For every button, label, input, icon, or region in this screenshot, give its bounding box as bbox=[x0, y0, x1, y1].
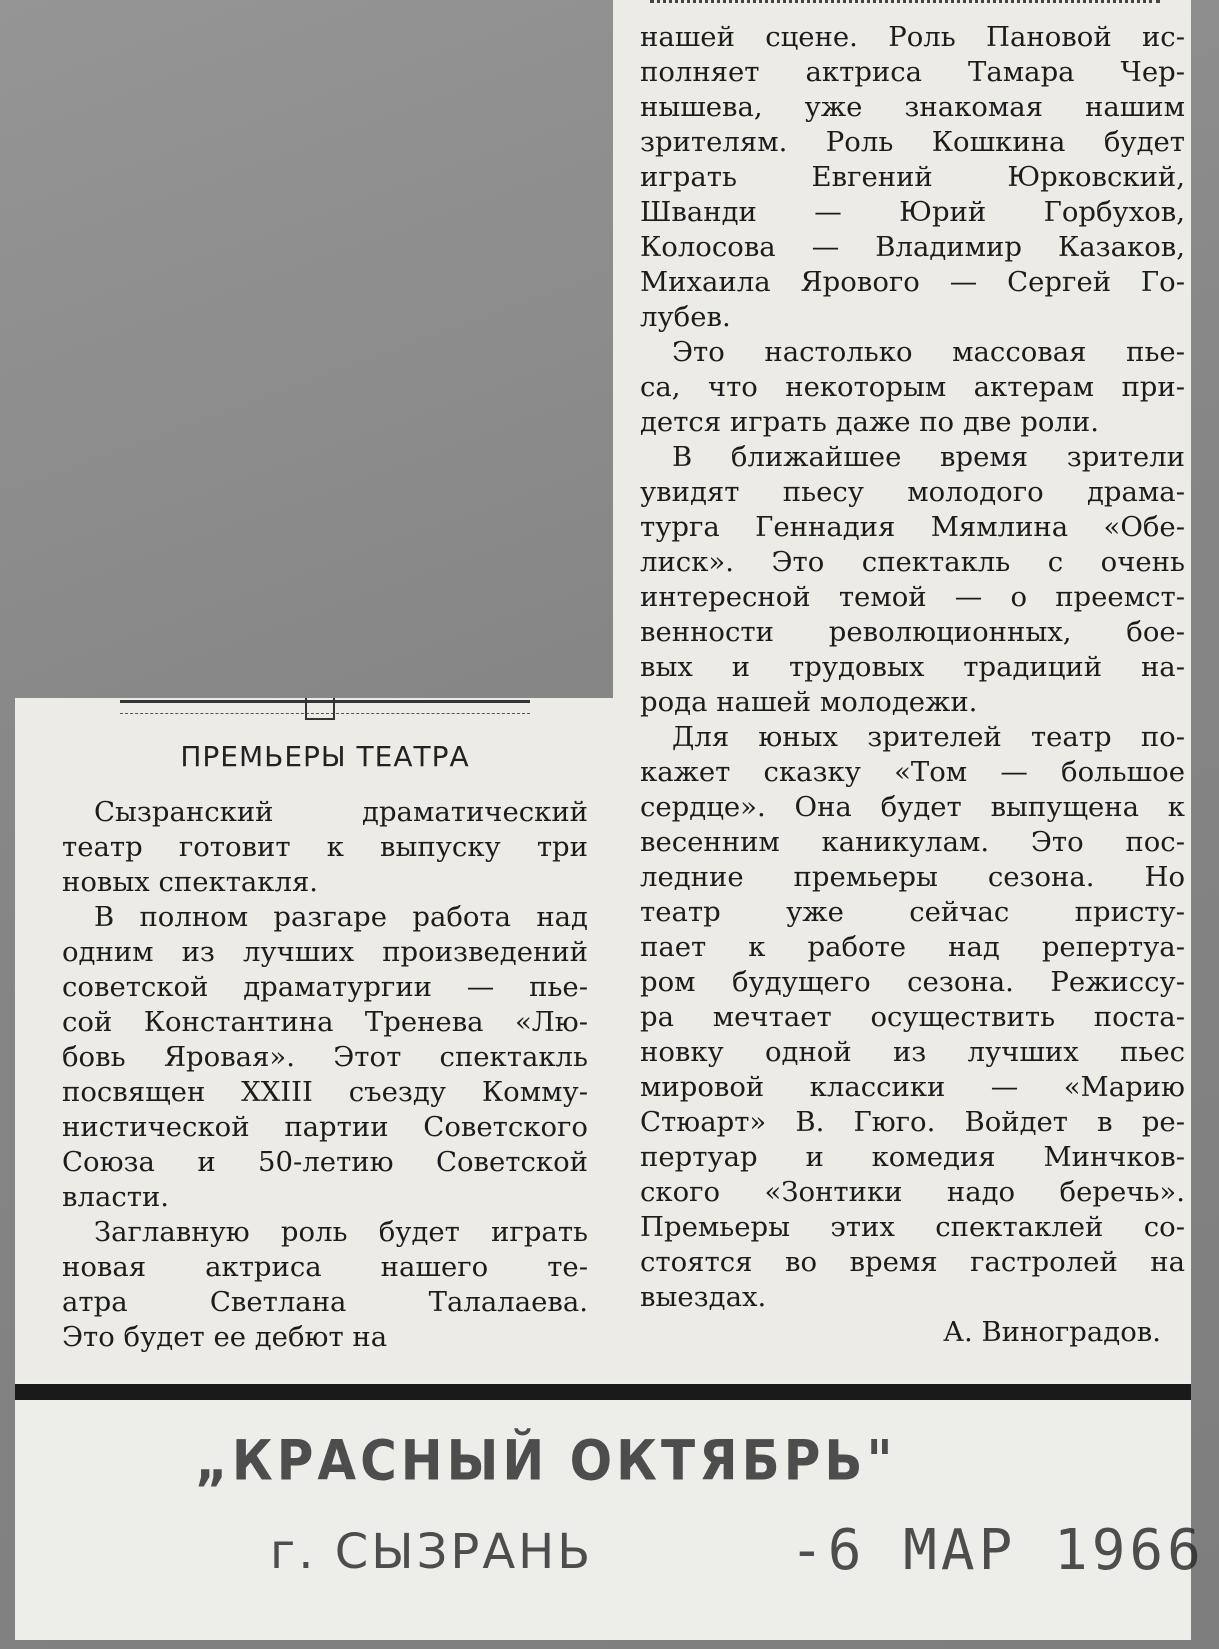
ornament-mark bbox=[305, 698, 335, 720]
text-line: Для юных зрителей театр по- bbox=[672, 721, 1185, 753]
text-line: Союза и 50-летию Советской bbox=[62, 1146, 588, 1178]
text-line: нышева, уже знакомая нашим bbox=[640, 91, 1185, 123]
text-line: Михаила Ярового — Сергей Го- bbox=[640, 266, 1185, 298]
text-line: Премьеры этих спектаклей со- bbox=[640, 1211, 1185, 1243]
text-line: Колосова — Владимир Казаков, bbox=[640, 231, 1185, 263]
text-line: атра Светлана Талалаева. bbox=[62, 1286, 588, 1318]
text-line: Заглавную роль будет играть bbox=[94, 1216, 588, 1248]
text-line: са, что некоторым актерам при- bbox=[640, 371, 1185, 403]
text-line: бовь Яровая». Этот спектакль bbox=[62, 1041, 588, 1073]
divider-rule bbox=[15, 1384, 1191, 1400]
text-line: дется играть даже по две роли. bbox=[640, 406, 1099, 438]
text-line: советской драматургии — пье- bbox=[62, 971, 588, 1003]
text-line: венности революционных, бое- bbox=[640, 616, 1185, 648]
text-line: играть Евгений Юрковский, bbox=[640, 161, 1185, 193]
left-column bbox=[62, 795, 588, 1355]
text-line: сой Константина Тренева «Лю- bbox=[62, 1006, 588, 1038]
text-line: лиск». Это спектакль с очень bbox=[640, 546, 1185, 578]
text-line: сердце». Она будет выпущена к bbox=[640, 791, 1185, 823]
text-line: нашей сцене. Роль Пановой ис- bbox=[640, 21, 1185, 53]
newspaper-name-stamp: „КРАСНЫЙ ОКТЯБРЬ" bbox=[195, 1429, 897, 1493]
right-column bbox=[640, 20, 1185, 1350]
text-line: В ближайшее время зрители bbox=[672, 441, 1185, 473]
text-line: вых и трудовых традиций на- bbox=[640, 651, 1185, 683]
text-line: выездах. bbox=[640, 1281, 767, 1313]
text-line: ром будущего сезона. Режиссу- bbox=[640, 966, 1185, 998]
text-line: полняет актриса Тамара Чер- bbox=[640, 56, 1185, 88]
city-stamp: г. СЫЗРАНЬ bbox=[270, 1524, 594, 1580]
text-line: весенним каникулам. Это пос- bbox=[640, 826, 1185, 858]
text-line: Сызранский драматический bbox=[94, 796, 588, 828]
text-line: новку одной из лучших пьес bbox=[640, 1036, 1185, 1068]
text-line: Стюарт» В. Гюго. Войдет в ре- bbox=[640, 1106, 1185, 1138]
author-signature: А. Виноградов. bbox=[943, 1316, 1161, 1348]
text-line: стоятся во время гастролей на bbox=[640, 1246, 1185, 1278]
text-line: новых спектакля. bbox=[62, 866, 319, 898]
text-line: театр готовит к выпуску три bbox=[62, 831, 588, 863]
text-line: турга Геннадия Мямлина «Обе- bbox=[640, 511, 1185, 543]
text-line: ского «Зонтики надо беречь». bbox=[640, 1176, 1185, 1208]
text-line: ра мечтает осуществить поста- bbox=[640, 1001, 1185, 1033]
text-line: рода нашей молодежи. bbox=[640, 686, 978, 718]
text-line: зрителям. Роль Кошкина будет bbox=[640, 126, 1185, 158]
text-line: Шванди — Юрий Горбухов, bbox=[640, 196, 1185, 228]
text-line: одним из лучших произведений bbox=[62, 936, 588, 968]
text-line: Это настолько массовая пье- bbox=[672, 336, 1185, 368]
date-stamp: -6 МАР 1966 bbox=[790, 1518, 1205, 1583]
text-line: кажет сказку «Том — большое bbox=[640, 756, 1185, 788]
text-line: новая актриса нашего те- bbox=[62, 1251, 588, 1283]
text-line: театр уже сейчас присту- bbox=[640, 896, 1185, 928]
text-line: В полном разгаре работа над bbox=[94, 901, 588, 933]
text-line: власти. bbox=[62, 1181, 170, 1213]
text-line: пает к работе над репертуа- bbox=[640, 931, 1185, 963]
text-line: ледние премьеры сезона. Но bbox=[640, 861, 1185, 893]
text-line: Это будет ее дебют на bbox=[62, 1321, 388, 1353]
text-line: нистической партии Советского bbox=[62, 1111, 588, 1143]
text-line: пертуар и комедия Минчков- bbox=[640, 1141, 1185, 1173]
text-line: увидят пьесу молодого драма- bbox=[640, 476, 1185, 508]
stamp-strip bbox=[15, 1380, 1191, 1640]
text-line: мировой классики — «Марию bbox=[640, 1071, 1185, 1103]
article-title: ПРЕМЬЕРЫ ТЕАТРА bbox=[180, 740, 470, 773]
text-line: посвящен XXIII съезду Комму- bbox=[62, 1076, 588, 1108]
text-line: лубев. bbox=[640, 301, 731, 333]
top-dotted-rule bbox=[650, 0, 1160, 7]
text-line: интересной темой — о преемст- bbox=[640, 581, 1185, 613]
